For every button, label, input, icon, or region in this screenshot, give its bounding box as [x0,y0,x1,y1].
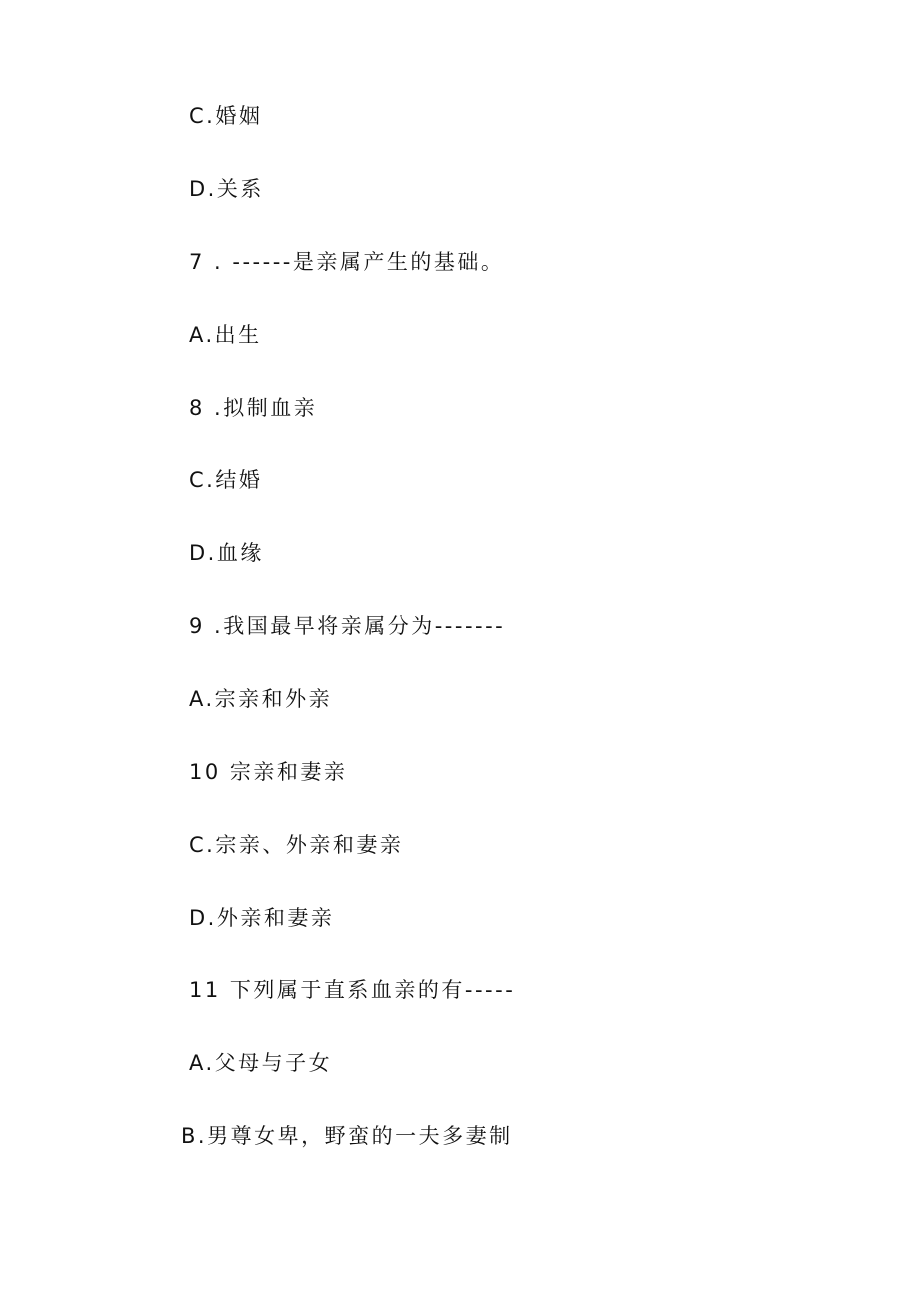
option-c-line: C.宗亲、外亲和妻亲 [189,833,404,857]
question-7-line: 7 . ------是亲属产生的基础。 [189,250,505,274]
option-d-line: D.关系 [189,177,264,201]
question-10-line: 10 宗亲和妻亲 [189,760,348,784]
option-d-line: D.外亲和妻亲 [189,906,335,930]
option-b-line: B.男尊女卑，野蛮的一夫多妻制 [181,1124,513,1148]
option-a-line: A.宗亲和外亲 [189,687,333,711]
option-c-line: C.婚姻 [189,104,263,128]
question-11-line: 11 下列属于直系血亲的有----- [189,978,516,1002]
option-c-line: C.结婚 [189,468,263,492]
question-8-line: 8 .拟制血亲 [189,396,318,420]
option-d-line: D.血缘 [189,541,264,565]
question-9-line: 9 .我国最早将亲属分为------- [189,614,506,638]
option-a-line: A.出生 [189,323,262,347]
option-a-line: A.父母与子女 [189,1051,333,1075]
